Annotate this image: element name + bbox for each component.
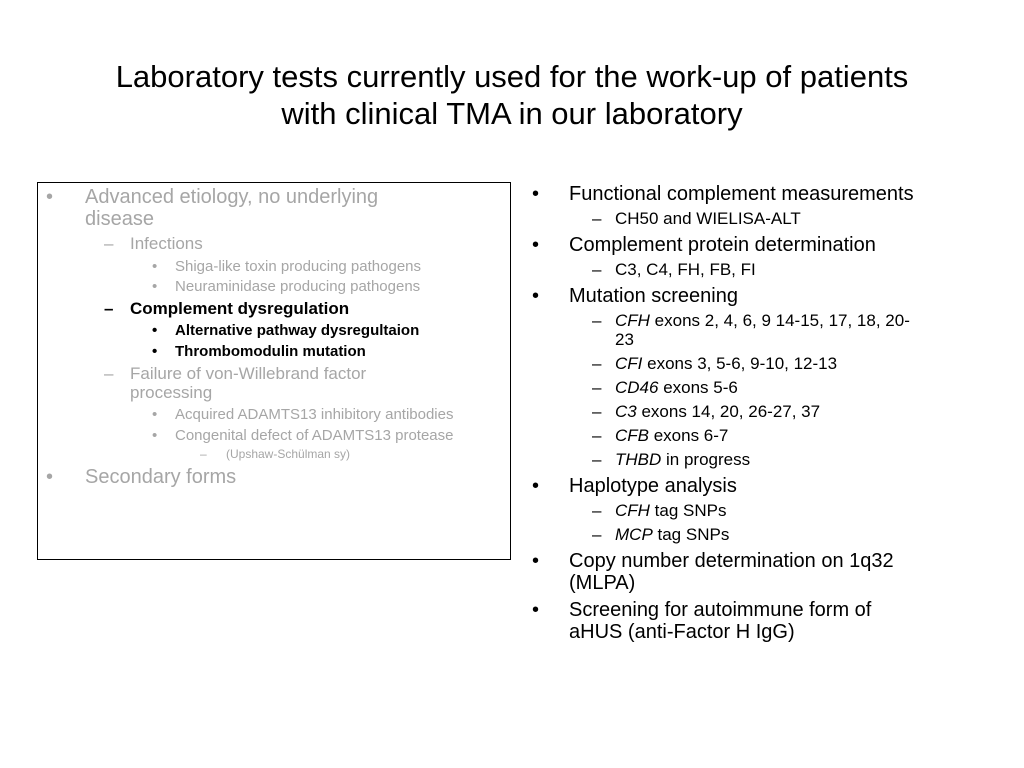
acquired-text: Acquired ADAMTS13 inhibitory antibodies [175, 406, 454, 423]
bullet-marker: • [46, 466, 54, 488]
autoimmune-line-1: Screening for autoimmune form of [569, 599, 872, 621]
bullet-marker: • [46, 186, 54, 208]
mcp-tag-text: tag SNPs [652, 525, 730, 544]
cfb-gene: CFB [615, 426, 649, 445]
cfb-exons-text: exons 6-7 [649, 426, 729, 445]
cfh-tag-snps [615, 501, 727, 520]
bullet-neuraminidase [152, 278, 157, 295]
alternative-pathway-text: Alternative pathway dysregultaion [175, 322, 420, 339]
bullet-acquired [152, 406, 157, 423]
dash-marker: – [592, 378, 602, 397]
dash-marker: – [104, 299, 114, 318]
vwf-line-1: Failure of von-Willebrand factor [130, 364, 367, 383]
dash-marker: – [592, 426, 602, 445]
c3-gene: C3 [615, 402, 637, 421]
dash-marker: – [592, 311, 602, 330]
dash-mcp [592, 525, 601, 544]
dash-marker: – [104, 364, 114, 383]
dash-cd46 [592, 378, 601, 397]
bullet-mutation [532, 285, 539, 307]
bullet-congenital [152, 427, 157, 444]
cfi-exons [615, 354, 837, 373]
infections-text: Infections [130, 234, 203, 253]
bullet-marker: • [532, 234, 540, 256]
dash-marker: – [592, 501, 602, 520]
bullet-marker: • [532, 599, 540, 621]
dash-upshaw [200, 447, 207, 461]
mcp-gene: MCP [615, 525, 653, 544]
bullet-functional [532, 183, 539, 205]
neuraminidase-text: Neuraminidase producing pathogens [175, 278, 421, 295]
cfh-exons-line-1: exons 2, 4, 6, 9 14-15, 17, 18, 20- [649, 311, 910, 330]
cfh-exons-line-2: 23 [615, 330, 634, 349]
dash-cfh-tag [592, 501, 601, 520]
vwf-line-2: processing [130, 383, 213, 402]
bullet-alternative [152, 322, 157, 339]
cd46-exons-text: exons 5-6 [658, 378, 738, 397]
dash-marker: – [200, 447, 207, 461]
copy-number-line-2: (MLPA) [569, 572, 636, 594]
bullet-secondary [46, 466, 53, 488]
cfh-exons [615, 311, 910, 349]
slide-title-line-2: with clinical TMA in our laboratory [281, 96, 743, 131]
dash-marker: – [592, 260, 602, 279]
dash-cfb [592, 426, 601, 445]
c3-exons [615, 402, 820, 421]
secondary-forms-text: Secondary forms [85, 466, 237, 488]
autoimmune-line-2: aHUS (anti-Factor H IgG) [569, 621, 795, 643]
cd46-gene: CD46 [615, 378, 659, 397]
ch50-text: CH50 and WIELISA-ALT [615, 209, 801, 228]
autoimmune-text [569, 599, 871, 643]
dash-complement [104, 299, 113, 318]
mutation-text: Mutation screening [569, 285, 738, 307]
dash-c3c4 [592, 260, 601, 279]
bullet-marker: • [152, 322, 158, 339]
bullet-advanced-etiology [46, 186, 53, 208]
bullet-marker: • [152, 258, 158, 275]
c3-exons-text: exons 14, 20, 26-27, 37 [636, 402, 821, 421]
dash-vwf [104, 364, 113, 383]
dash-infections [104, 234, 113, 253]
cfh-tag-text: tag SNPs [649, 501, 727, 520]
congenital-text: Congenital defect of ADAMTS13 protease [175, 427, 454, 444]
bullet-marker: • [152, 406, 158, 423]
cfh-gene: CFH [615, 311, 650, 330]
bullet-protein [532, 234, 539, 256]
thrombomodulin-text: Thrombomodulin mutation [175, 343, 366, 360]
upshaw-text: (Upshaw-Schülman sy) [226, 447, 351, 461]
dash-cfi [592, 354, 601, 373]
advanced-etiology-text [85, 186, 378, 230]
bullet-marker: • [532, 285, 540, 307]
protein-text: Complement protein determination [569, 234, 876, 256]
dash-thbd [592, 450, 601, 469]
bullet-marker: • [152, 278, 158, 295]
dash-marker: – [592, 402, 602, 421]
bullet-marker: • [152, 427, 158, 444]
bullet-marker: • [532, 550, 540, 572]
advanced-etiology-line-1: Advanced etiology, no underlying [85, 186, 379, 208]
cfi-gene: CFI [615, 354, 643, 373]
dash-c3 [592, 402, 601, 421]
cfh-tag-gene: CFH [615, 501, 650, 520]
advanced-etiology-line-2: disease [85, 208, 154, 230]
bullet-marker: • [532, 475, 540, 497]
c3c4-text: C3, C4, FH, FB, FI [615, 260, 756, 279]
shiga-text: Shiga-like toxin producing pathogens [175, 258, 421, 275]
complement-dysregulation-text: Complement dysregulation [130, 299, 350, 318]
bullet-thrombomodulin [152, 343, 157, 360]
dash-marker: – [592, 354, 602, 373]
bullet-marker: • [152, 343, 158, 360]
mcp-tag-snps [615, 525, 729, 544]
cfi-exons-text: exons 3, 5-6, 9-10, 12-13 [642, 354, 838, 373]
thbd-status-text: in progress [661, 450, 751, 469]
vwf-text [130, 364, 366, 402]
copy-number-line-1: Copy number determination on 1q32 [569, 550, 894, 572]
dash-cfh [592, 311, 601, 330]
bullet-haplotype [532, 475, 539, 497]
bullet-shiga [152, 258, 157, 275]
bullet-marker: • [532, 183, 540, 205]
slide-title [40, 58, 984, 132]
cfb-exons [615, 426, 728, 445]
copy-number-text [569, 550, 894, 594]
cd46-exons [615, 378, 738, 397]
dash-ch50 [592, 209, 601, 228]
haplotype-text: Haplotype analysis [569, 475, 737, 497]
thbd-gene: THBD [615, 450, 662, 469]
bullet-autoimmune [532, 599, 539, 621]
thbd-status [615, 450, 750, 469]
dash-marker: – [592, 450, 602, 469]
dash-marker: – [104, 234, 114, 253]
functional-text: Functional complement measurements [569, 183, 914, 205]
slide-title-line-1: Laboratory tests currently used for the work-up of patients [115, 59, 909, 94]
dash-marker: – [592, 209, 602, 228]
bullet-copy-number [532, 550, 539, 572]
dash-marker: – [592, 525, 602, 544]
